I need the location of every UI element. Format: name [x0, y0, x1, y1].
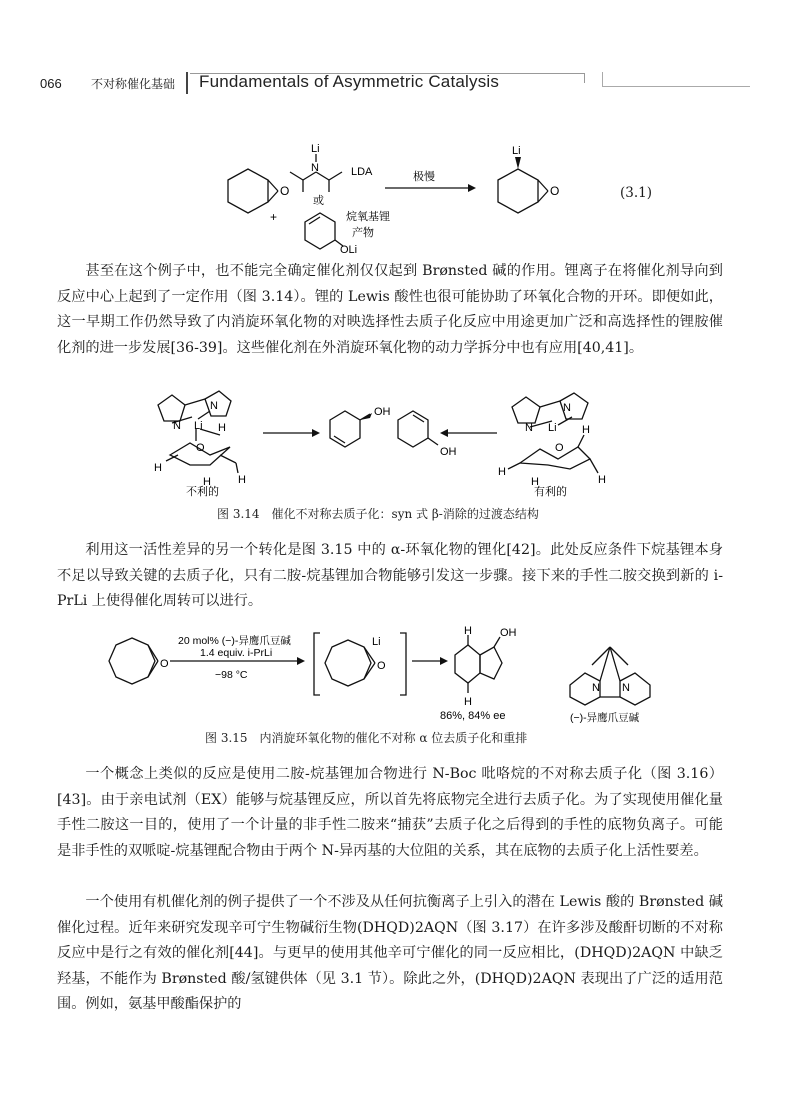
book-title-cn: 不对称催化基础	[91, 77, 176, 91]
page-number: 066	[40, 76, 62, 91]
svg-text:H: H	[464, 625, 472, 637]
svg-text:H: H	[598, 474, 606, 486]
svg-text:N: N	[563, 402, 571, 414]
svg-text:H: H	[582, 424, 590, 436]
or-label: 或	[313, 195, 324, 207]
oh-label-2: OH	[440, 446, 457, 458]
svg-text:N: N	[210, 400, 218, 412]
o-label: O	[280, 184, 290, 198]
paragraph-1: 甚至在这个例子中，也不能完全确定催化剂仅仅起到 Brønsted 碱的作用。锂离子在将催化剂导向到反应中心上起到了一定作用（图 3.14）。锂的 Lewis 酸性也很可能协助了环氧化合物的开环。即便如此，这一早期工作仍然导致了内消旋环氧化物的对映选择性去质子化反应中用途更加广泛和高选择性的锂胺催化剂的进一步发展[36-39]。这些催化剂在外消旋环氧化物的动力学拆分中也有应用[40,41]。	[57, 263, 723, 356]
intermediate-li-label: Li	[372, 636, 381, 648]
paragraph-3: 一个概念上类似的反应是使用二胺-烷基锂加合物进行 N-Boc 吡咯烷的不对称去质子化（图 3.16）[43]。由于亲电试剂（EX）能够与烷基锂反应，所以首先将底物完全进行去质子化。为了实现使用催化量手性二胺这一目的，使用了一个计量的非手性二胺来“捕获”去质子化之后得到的手性的底物负离子。可能是非手性的双哌啶-烷基锂配合物由于两个 N-异丙基的大位阻的关系，其在底物的去质子化上活性要差。	[57, 766, 723, 859]
svg-text:H: H	[238, 474, 246, 486]
label-favored: 有利的	[534, 486, 567, 498]
figure-3-14	[0, 385, 790, 500]
ligand-name: (−)-异鹰爪豆碱	[570, 712, 640, 724]
svg-text:O: O	[555, 442, 564, 454]
equation-number: (3.1)	[620, 185, 653, 201]
svg-text:N: N	[173, 420, 181, 432]
svg-text:N: N	[592, 682, 600, 694]
paragraph-2: 利用这一活性差异的另一个转化是图 3.15 中的 α-环氧化物的锂化[42]。此处反应条件下烷基锂本身不足以导致关键的去质子化，只有二胺-烷基锂加合物能够引发这一步骤。接下来的手性二胺交换到新的 i-PrLi 上使得催化周转可以进行。	[57, 542, 723, 610]
svg-text:N: N	[525, 422, 533, 434]
svg-text:Li: Li	[194, 420, 203, 432]
li-label: Li	[311, 143, 320, 155]
svg-text:O: O	[160, 658, 169, 670]
condition-2: 1.4 equiv. i-PrLi	[200, 647, 273, 659]
plus-sign-visible: +	[270, 210, 278, 224]
figure-3-15	[0, 625, 790, 725]
svg-text:H: H	[464, 696, 472, 708]
svg-text:H: H	[498, 466, 506, 478]
paragraph-4: 一个使用有机催化剂的例子提供了一个不涉及从任何抗衡离子上引入的潜在 Lewis 酸的 Brønsted 碱催化过程。近年来研究发现辛可宁生物碱衍生物(DHQD)2AQN（图 3.17）在许多涉及酸酐切断的不对称反应中是行之有效的催化剂[44]。与更早的使用其他辛可宁催化的同一反应相比，(DHQD)2AQN 中缺乏羟基，不能作为 Brønsted 酸/氢键供体（见 3.1 节）。除此之外，(DHQD)2AQN 表现出了广泛的适用范围。例如，氨基甲酸酯保护的	[57, 894, 723, 1013]
svg-text:H: H	[218, 422, 226, 434]
condition-1: 20 mol% (−)-异鹰爪豆碱	[178, 635, 291, 647]
svg-text:H: H	[154, 462, 162, 474]
svg-text:N: N	[622, 682, 630, 694]
svg-text:H: H	[203, 476, 211, 488]
svg-text:OH: OH	[500, 627, 517, 639]
n-label: N	[311, 162, 319, 174]
svg-text:O: O	[196, 442, 205, 454]
figure-3-14-caption: 图 3.14 催化不对称去质子化：syn 式 β-消除的过渡态结构	[217, 507, 539, 521]
product-yield: 86%, 84% ee	[440, 710, 506, 722]
product-li-label: Li	[512, 145, 521, 157]
scheme-3-1	[0, 130, 790, 260]
book-title-en: Fundamentals of Asymmetric Catalysis	[199, 72, 500, 91]
svg-text:H: H	[531, 476, 539, 488]
header-rule-right-tick	[602, 72, 603, 86]
alkoxide-label: 烷氧基锂	[346, 211, 390, 223]
header-rule-tick	[584, 73, 585, 83]
svg-text:O: O	[377, 660, 386, 672]
figure-3-15-caption: 图 3.15 内消旋环氧化物的催化不对称 α 位去质子化和重排	[205, 731, 528, 745]
lda-label: LDA	[351, 166, 373, 178]
alkoxide-label-2: 产物	[352, 227, 374, 239]
condition-3: −98 °C	[215, 669, 248, 681]
header-divider	[186, 72, 188, 94]
oh-label-1: OH	[374, 406, 391, 418]
product-o-label: O	[550, 184, 560, 198]
label-unfavored: 不利的	[186, 486, 219, 498]
oli-label: OLi	[340, 244, 358, 256]
svg-text:Li: Li	[548, 422, 557, 434]
header-rule-right	[602, 86, 750, 87]
arrow-label: 极慢	[413, 171, 435, 183]
